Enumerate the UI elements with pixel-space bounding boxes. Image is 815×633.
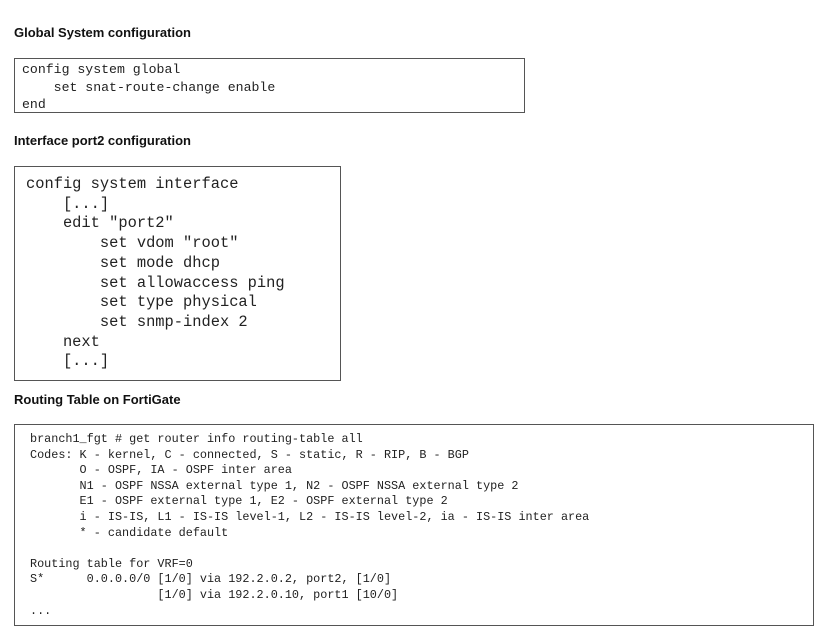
interface-config-code-box <box>14 166 341 381</box>
global-config-code: config system global set snat-route-change enable end <box>22 62 276 112</box>
routing-table-code: branch1_fgt # get router info routing-table all Codes: K - kernel, C - connected, S - static, R - RIP, B - BGP O - OSPF, IA - OSPF inter area N1 - OSPF NSSA external type 1, N2 - OSPF NSSA external type 2 E1 - OSPF external type 1, E2 - OSPF external type 2 i - IS-IS, L1 - IS-IS level-1, L2 - IS-IS level-2, ia - IS-IS inter area * - candidate default Routing table for VRF=0 S* 0.0.0.0/0 [1/0] via 192.2.0.2, port2, [1/0] [1/0] via 192.2.0.10, port1 [10/0] ... <box>30 432 590 618</box>
routing-table-heading: Routing Table on FortiGate <box>14 392 181 407</box>
interface-config-heading: Interface port2 configuration <box>14 133 191 148</box>
global-config-heading: Global System configuration <box>14 25 191 40</box>
interface-config-code: config system interface [...] edit "port2" set vdom "root" set mode dhcp set allowaccess ping set type physical set snmp-index 2 next [...] <box>26 175 285 371</box>
routing-table-code-box <box>14 424 814 626</box>
global-config-code-box <box>14 58 525 113</box>
